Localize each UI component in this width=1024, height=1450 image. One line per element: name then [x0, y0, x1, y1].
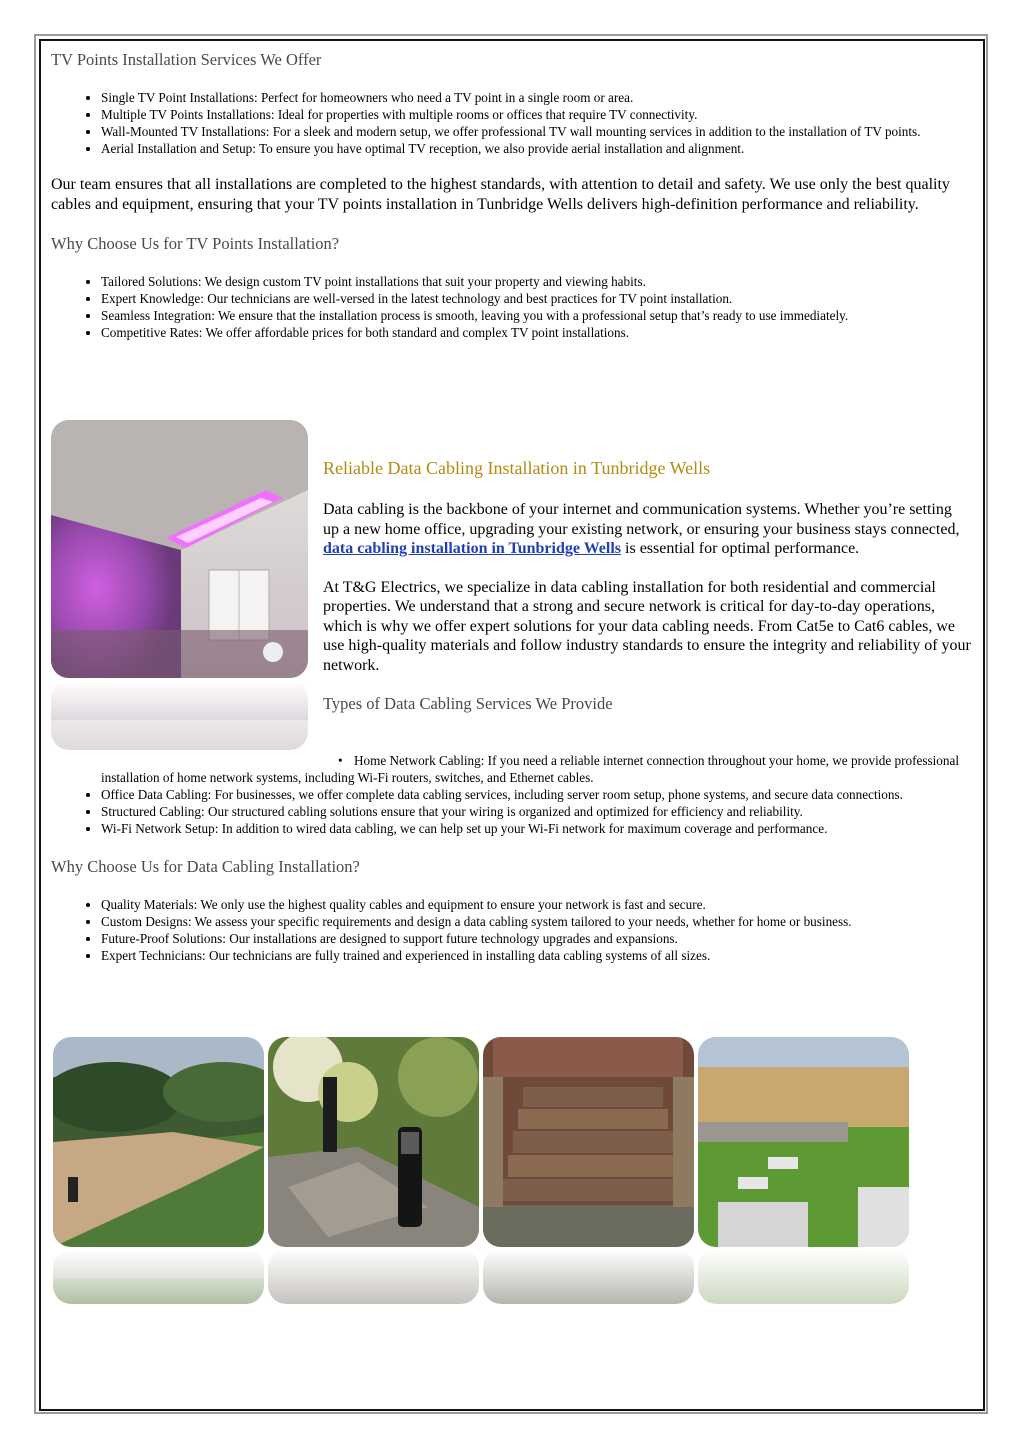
bullet-icon: • [338, 753, 343, 768]
garden-lights-photo [268, 1037, 479, 1247]
list-item: • Competitive Rates: We offer affordable prices for both standard and complex TV point installations. [101, 324, 971, 341]
paragraph-text: Data cabling is the backbone of your internet and communication systems. Whether you’re setting up a new home office, upgrading your existing network, or ensuring your business stays connected, [323, 501, 960, 538]
list-item: • Structured Cabling: Our structured cabling solutions ensure that your wiring is organized and optimized for efficiency and reliability. [101, 803, 971, 820]
cabling-why-heading: Why Choose Us for Data Cabling Installation? [51, 857, 360, 876]
room-photo-reflection [51, 680, 308, 750]
list-item: • Quality Materials: We only use the highest quality cables and equipment to ensure your network is fast and secure. [101, 896, 971, 913]
tv-services-paragraph: Our team ensures that all installations are completed to the highest standards, with attention to detail and safety. We use only the best quality cables and equipment, ensuring that your TV points installation in Tunbridge Wells delivers high-definition performance and reliability. [51, 176, 950, 213]
list-item: • Multiple TV Points Installations: Ideal for properties with multiple rooms or offices that require TV connectivity. [101, 106, 971, 123]
tv-services-section [51, 50, 971, 341]
data-cabling-heading: Reliable Data Cabling Installation in Tunbridge Wells [323, 458, 711, 478]
paragraph-text: is essential for optimal performance. [621, 540, 860, 557]
data-cabling-paragraph-2: At T&G Electrics, we specialize in data cabling installation for both residential and commercial properties. We understand that a strong and secure network is critical for day-to-day operations, which is why we offer expert solutions for your data cabling needs. From Cat5e to Cat6 cables, we use high-quality materials and follow industry standards to ensure the integrity and reliability of your network. [323, 578, 971, 674]
cabling-types-list [51, 786, 971, 837]
cabling-why-list [51, 896, 971, 964]
driveway-photo-reflection [53, 1249, 264, 1304]
tv-why-heading: Why Choose Us for TV Points Installation? [51, 234, 340, 253]
list-item: • Aerial Installation and Setup: To ensure you have optimal TV reception, we also provide aerial installation and alignment. [101, 140, 971, 157]
steps-photo [483, 1037, 694, 1247]
tv-services-heading: TV Points Installation Services We Offer [51, 50, 322, 69]
list-item: • Wi-Fi Network Setup: In addition to wired data cabling, we can help set up your Wi-Fi network for maximum coverage and performance. [101, 820, 971, 837]
tv-services-list [51, 89, 971, 157]
list-item: • Tailored Solutions: We design custom TV point installations that suit your property and viewing habits. [101, 273, 971, 290]
list-item: • Expert Knowledge: Our technicians are well-versed in the latest technology and best practices for TV point installation. [101, 290, 971, 307]
cabling-types-heading: Types of Data Cabling Services We Provide [323, 694, 613, 713]
list-item: • Custom Designs: We assess your specific requirements and design a data cabling system tailored to your needs, whether for home or business. [101, 913, 971, 930]
data-cabling-section [323, 458, 971, 714]
list-item: • Wall-Mounted TV Installations: For a sleek and modern setup, we offer professional TV wall mounting services in addition to the installation of TV points. [101, 123, 971, 140]
list-item: • Single TV Point Installations: Perfect for homeowners who need a TV point in a single room or area. [101, 89, 971, 106]
patio-garden-photo-reflection [698, 1249, 909, 1304]
data-cabling-link[interactable]: data cabling installation in Tunbridge Wells [323, 540, 622, 557]
room-photo [51, 420, 308, 678]
list-item: • Future-Proof Solutions: Our installations are designed to support future technology upgrades and expansions. [101, 930, 971, 947]
driveway-photo [53, 1037, 264, 1247]
patio-garden-photo [698, 1037, 909, 1247]
cabling-types-first-item [51, 752, 971, 786]
list-item: Home Network Cabling: If you need a reliable internet connection throughout your home, we provide professional installation of home network systems, including Wi-Fi routers, switches, and Ethernet cables. [101, 753, 959, 785]
list-item: • Expert Technicians: Our technicians are fully trained and experienced in installing data cabling systems of all sizes. [101, 947, 971, 964]
list-item: • Seamless Integration: We ensure that the installation process is smooth, leaving you with a professional setup that’s ready to use immediately. [101, 307, 971, 324]
steps-photo-reflection [483, 1249, 694, 1304]
cabling-types-section [51, 752, 971, 964]
garden-lights-photo-reflection [268, 1249, 479, 1304]
data-cabling-paragraph-1 [323, 500, 971, 559]
tv-why-list [51, 273, 971, 341]
list-item: • Office Data Cabling: For businesses, we offer complete data cabling services, including server room setup, phone systems, and secure data connections. [101, 786, 971, 803]
